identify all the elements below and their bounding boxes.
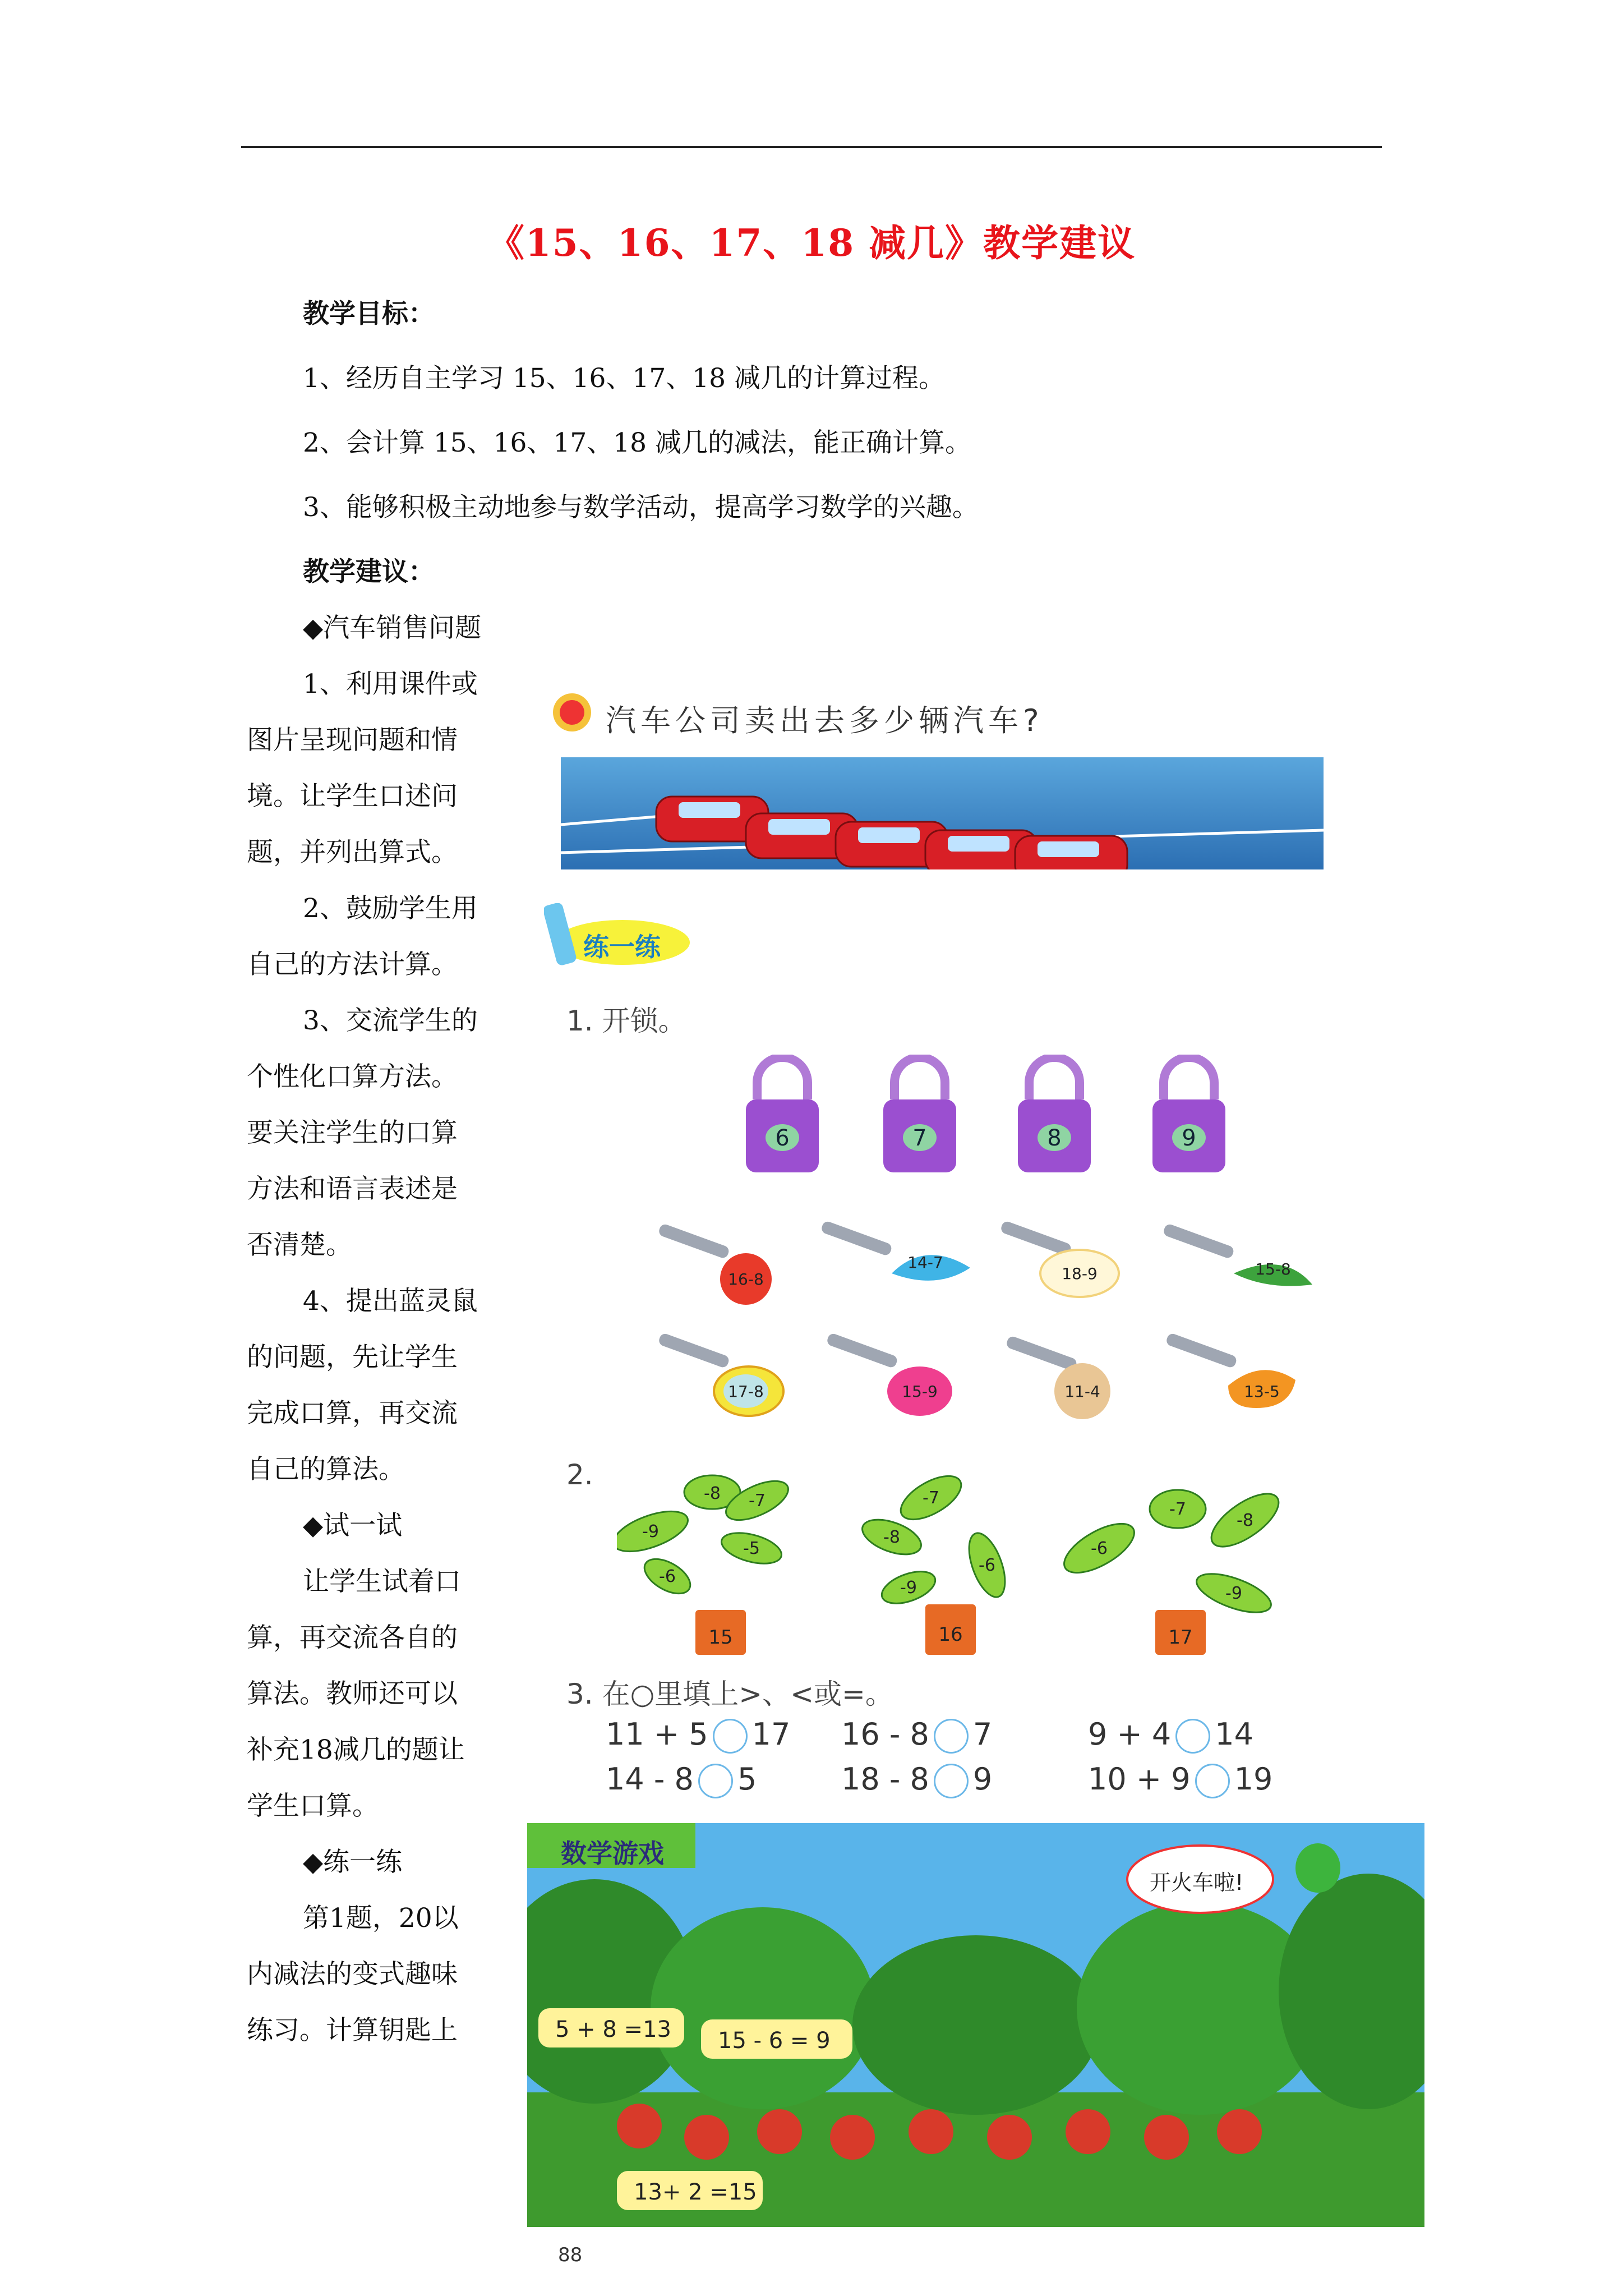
- cars-illustration: [561, 757, 1324, 869]
- leaf-label: -6: [659, 1567, 676, 1586]
- game-equation: 5 + 8 =13: [555, 2017, 671, 2042]
- train-bubble: 开火车啦!: [1150, 1870, 1244, 1895]
- side-line: 内减法的变式趣味: [247, 1959, 458, 1990]
- suggest-heading: 教学建议：: [303, 556, 435, 587]
- leaf-label: -5: [743, 1539, 760, 1558]
- side-line: 3、交流学生的: [303, 1005, 478, 1036]
- answer-circle[interactable]: [1175, 1719, 1210, 1754]
- leaf-label: -8: [1237, 1511, 1253, 1530]
- side-line: 4、提出蓝灵鼠: [303, 1286, 478, 1317]
- leaf-label: -7: [749, 1491, 766, 1511]
- leaf-label: -9: [1225, 1584, 1242, 1603]
- side-line: 题，并列出算式。: [247, 837, 458, 868]
- car-scene: [561, 757, 1324, 869]
- side-line: 算法。教师还可以: [247, 1678, 458, 1709]
- pot-number: 17: [1168, 1626, 1193, 1649]
- leaf-label: -9: [900, 1578, 917, 1598]
- pot-number: 15: [708, 1626, 733, 1649]
- key-expression: 13-5: [1244, 1382, 1280, 1401]
- ex3-label: 3. 在○里填上>、<或=。: [566, 1678, 893, 1710]
- ex1-label: 1. 开锁。: [566, 1005, 686, 1037]
- leaf-label: -6: [1091, 1539, 1108, 1558]
- plants-group: [617, 1458, 1413, 1660]
- lock-number: 9: [1182, 1125, 1196, 1151]
- side-line: 练习。计算钥匙上: [247, 2015, 458, 2046]
- rosette-icon: [550, 690, 594, 735]
- pot-number: 16: [938, 1623, 963, 1646]
- lock-number: 8: [1047, 1125, 1062, 1151]
- compare-item: 16 - 8 7: [841, 1717, 992, 1754]
- goal-3: 3、能够积极主动地参与数学活动，提高学习数学的兴趣。: [303, 492, 979, 523]
- answer-circle[interactable]: [934, 1764, 969, 1798]
- game-equation: 13+ 2 =15: [634, 2179, 757, 2205]
- answer-circle[interactable]: [1195, 1764, 1230, 1798]
- textbook-illustration: [527, 673, 1424, 2289]
- side-line: 境。让学生口述问: [247, 781, 458, 812]
- page-number: 88: [558, 2244, 583, 2266]
- side-line: 让学生试着口: [303, 1566, 461, 1597]
- key-expression: 15-8: [1255, 1260, 1291, 1278]
- key-expression: 16-8: [728, 1270, 764, 1289]
- side-line: 2、鼓励学生用: [303, 893, 478, 924]
- lock-number: 7: [912, 1125, 927, 1151]
- locks-group: [735, 1055, 1239, 1189]
- lock-number: 6: [775, 1125, 790, 1151]
- goals-heading: 教学目标：: [303, 298, 435, 329]
- header-rule: [241, 146, 1382, 148]
- compare-item: 14 - 8 5: [606, 1761, 757, 1798]
- compare-item: 18 - 8 9: [841, 1761, 992, 1798]
- side-line: 的问题，先让学生: [247, 1342, 458, 1373]
- key-expression: 17-8: [728, 1382, 764, 1401]
- key-expression: 11-4: [1064, 1382, 1100, 1401]
- side-line: 方法和语言表述是: [247, 1174, 458, 1204]
- leaf-label: -6: [979, 1556, 995, 1575]
- side-line: 图片呈现问题和情: [247, 725, 458, 756]
- compare-item: 11 + 5 17: [606, 1717, 790, 1754]
- answer-circle[interactable]: [713, 1719, 748, 1754]
- page-title: 《15、16、17、18 减几》教学建议: [487, 221, 1136, 265]
- ex2-label: 2.: [566, 1458, 593, 1491]
- side-line: 完成口算，再交流: [247, 1398, 458, 1429]
- side-line: 自己的方法计算。: [247, 949, 458, 980]
- side-line: 学生口算。: [247, 1791, 379, 1821]
- car-question: 汽车公司卖出去多少辆汽车?: [606, 703, 1044, 738]
- leaf-label: -8: [704, 1484, 721, 1503]
- game-label: 数学游戏: [561, 1838, 664, 1869]
- side-line: ◆试一试: [303, 1510, 403, 1541]
- side-line: 算，再交流各自的: [247, 1622, 458, 1653]
- side-text-column: [247, 600, 505, 2059]
- side-line: 否清楚。: [247, 1230, 352, 1260]
- side-line: 要关注学生的口算: [247, 1117, 458, 1148]
- side-line: ◆汽车销售问题: [303, 613, 482, 643]
- compare-item: 9 + 4 14: [1088, 1717, 1253, 1754]
- leaf-label: -7: [1169, 1499, 1186, 1519]
- leaf-label: -9: [642, 1522, 659, 1542]
- side-line: ◆练一练: [303, 1847, 403, 1878]
- goal-1: 1、经历自主学习 15、16、17、18 减几的计算过程。: [303, 363, 946, 394]
- practice-badge: [544, 903, 690, 970]
- side-line: 个性化口算方法。: [247, 1061, 458, 1092]
- leaf-label: -8: [883, 1527, 900, 1547]
- answer-circle[interactable]: [698, 1764, 733, 1798]
- key-expression: 14-7: [907, 1253, 943, 1272]
- side-line: 补充18减几的题让: [247, 1734, 465, 1765]
- keys-group: [651, 1212, 1312, 1436]
- key-expression: 15-9: [902, 1382, 938, 1401]
- key-expression: 18-9: [1062, 1264, 1098, 1283]
- leaf-label: -7: [923, 1488, 939, 1508]
- goal-2: 2、会计算 15、16、17、18 减几的减法，能正确计算。: [303, 427, 972, 458]
- side-line: 第1题，20以: [303, 1903, 459, 1934]
- side-line: 1、利用课件或: [303, 669, 478, 700]
- math-game-scene: [527, 1823, 1424, 2227]
- compare-item: 10 + 9 19: [1088, 1761, 1272, 1798]
- answer-circle[interactable]: [934, 1719, 969, 1754]
- game-equation: 15 - 6 = 9: [718, 2028, 831, 2054]
- practice-label: 练一练: [583, 932, 661, 962]
- side-line: 自己的算法。: [247, 1454, 405, 1485]
